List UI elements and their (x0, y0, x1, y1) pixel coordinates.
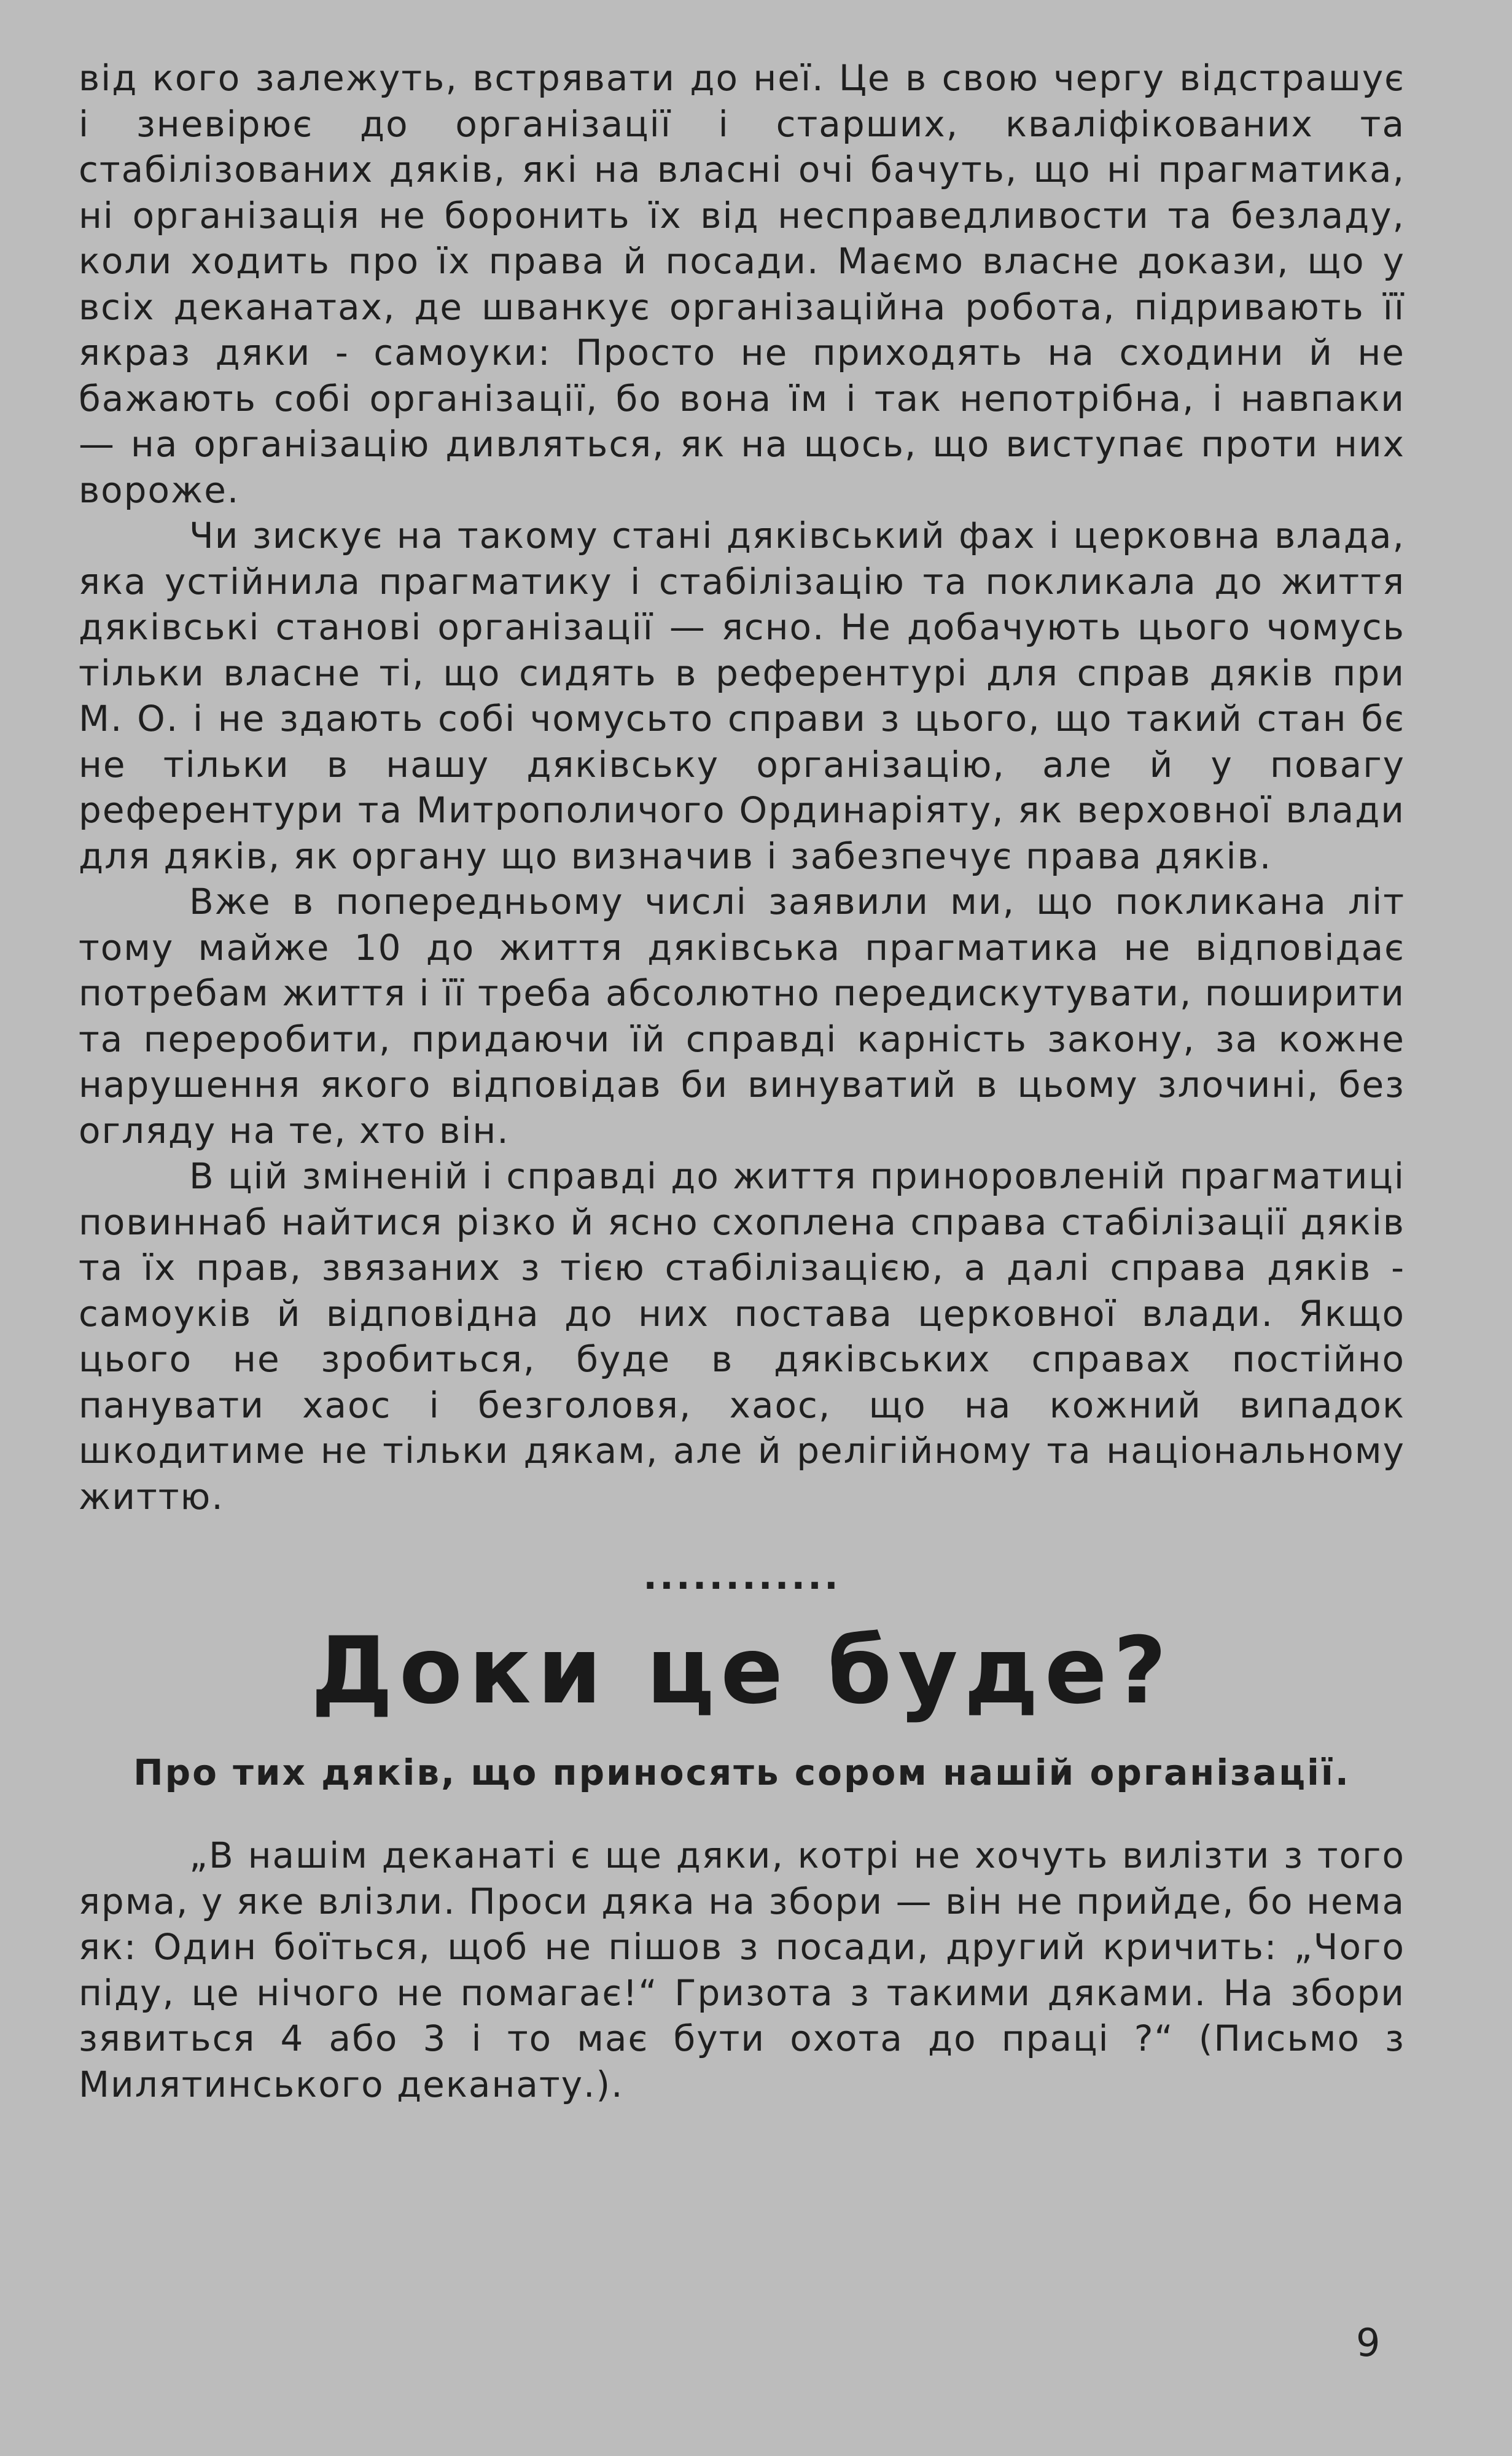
paragraph: В цій зміненій і справді до життя приноровленій прагматиці повиннаб найтися різко й ясно схоплена справа стабілізації дяків та їх прав, звязаних з тією стабілізацією, а далі справа дяків - самоуків й відповідна до них постава церковної влади. Якщо цього не зробиться, буде в дяківських справах постійно панувати хаос і безголовя, хаос, що на кожний випадок шкодитиме не тільки дякам, але й релігійному та національному життю. (79, 1155, 1405, 1518)
text-column (79, 55, 1405, 2107)
article-title: Доки це буде? (311, 1618, 1173, 1725)
paragraph: Вже в попередньому числі заявили ми, що покликана літ тому майже 10 до життя дяківська прагматика не відповідає потребам життя і її треба абсолютно передискутувати, поширити та переробити, придаючи їй справді карність закону, за кожне нарушення якого відповідав би винуватий в цьому злочині, без огляду на те, хто він. (79, 881, 1405, 1152)
quote-paragraph: „В нашім деканаті є ще дяки, котрі не хочуть вилізти з того ярма, у яке влізли. Проси дяка на збори — він не прийде, бо нема як: Один боїться, щоб не пішов з посади, другий кричить: „Чого піду, це нічого не помагає!“ Гризота з такими дяками. На збори зявиться 4 або 3 і то має бути охота до праці ?“ (Письмо з Милятинського деканату.). (79, 1834, 1405, 2105)
paragraph: Чи зискує на такому стані дяківський фах і церковна влада, яка устійнила прагматику і стабілізацію та покликала до життя дяківські станові організації — ясно. Не добачують цього чомусь тільки власне ті, що сидять в референтурі для справ дяків при М. О. і не здають собі чомусьто справи з цього, що такий стан бє не тільки в нашу дяківську організацію, але й у повагу референтури та Митрополичого Ординаріяту, як верховної влади для дяків, як органу що визначив і забезпечує права дяків. (79, 515, 1405, 877)
article-subtitle: Про тих дяків, що приносять сором нашій організації. (133, 1752, 1350, 1793)
page-number: 9 (1356, 2320, 1381, 2365)
section-divider: ............ (643, 1555, 841, 1598)
paragraph-continuation: від кого залежуть, встрявати до неї. Це в свою чергу відстрашує і зневірює до організації і старших, кваліфікованих та стабілізованих дяків, які на власні очі бачуть, що ні прагматика, ні організація не боронить їх від несправедливости та безладу, коли ходить про їх права й посади. Маємо власне докази, що у всіх деканатах, де шванкує організаційна робота, підривають її якраз дяки - самоуки: Просто не приходять на сходини й не бажають собі організації, бо вона їм і так непотрібна, і навпаки — на організацію дивляться, як на щось, що виступає проти них вороже. (79, 57, 1405, 511)
